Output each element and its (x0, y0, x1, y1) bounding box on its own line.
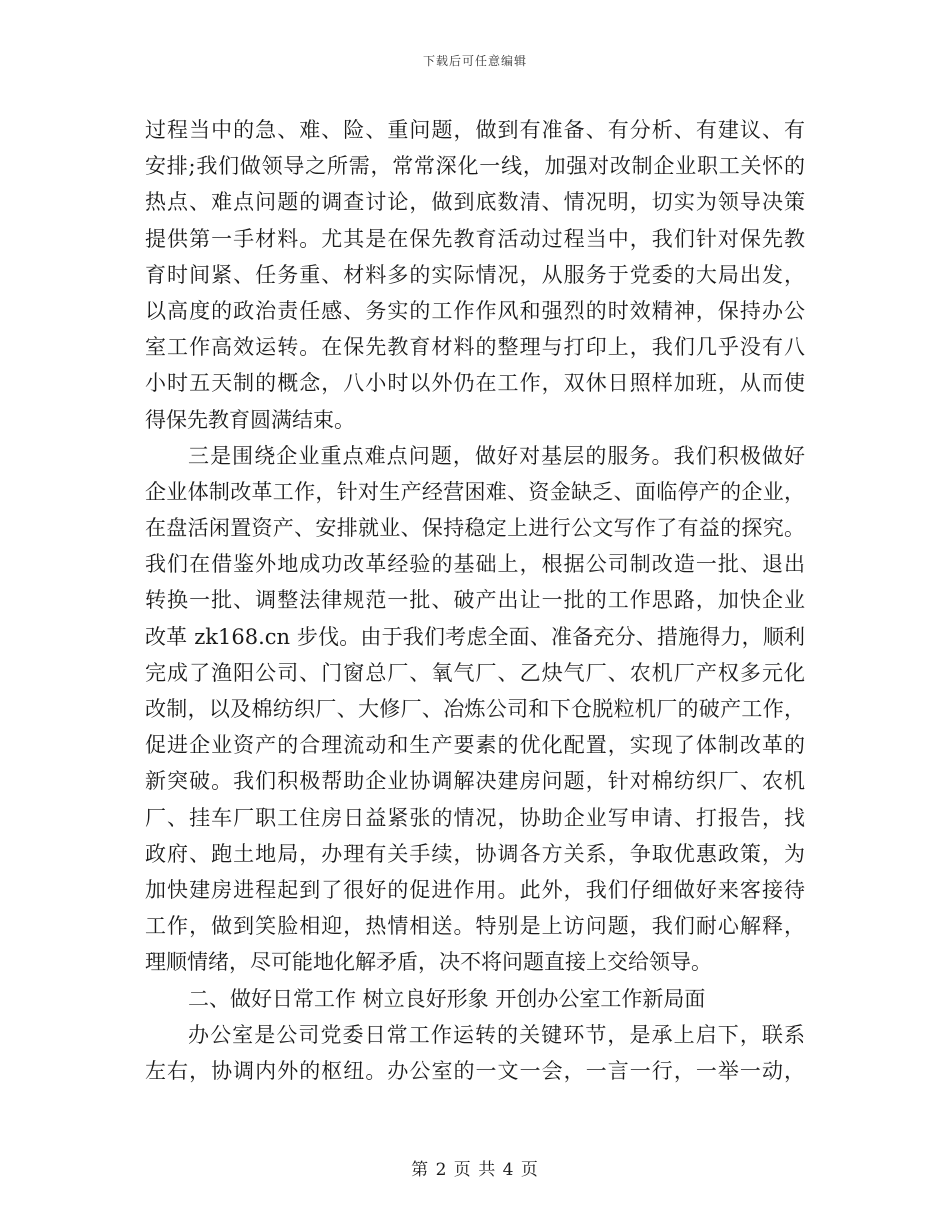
body-line: 过程当中的急、难、险、重问题，做到有准备、有分析、有建议、有 (145, 118, 805, 142)
body-line: 完成了渔阳公司、门窗总厂、氧气厂、乙炔气厂、农机厂产权多元化 (145, 660, 805, 685)
body-line: 新突破。我们积极帮助企业协调解决建房问题，针对棉纺织厂、农机 (145, 769, 805, 794)
body-line: 二、做好日常工作 树立良好形象 开创办公室工作新局面 (188, 986, 706, 1011)
body-line: 得保先教育圆满结束。 (145, 407, 355, 432)
page-footer: 第 2 页 共 4 页 (411, 1160, 539, 1180)
body-line: 促进企业资产的合理流动和生产要素的优化配置，实现了体制改革的 (145, 733, 805, 758)
body-line: 在盘活闲置资产、安排就业、保持稳定上进行公文写作了有益的探究。 (145, 516, 805, 541)
body-line: 工作，做到笑脸相迎，热情相送。特别是上访问题，我们耐心解释， (145, 914, 805, 939)
body-line: 育时间紧、任务重、材料多的实际情况，从服务于党委的大局出发， (145, 262, 805, 287)
body-line: 热点、难点问题的调查讨论，做到底数清、情况明，切实为领导决策 (145, 190, 805, 215)
body-line: 我们在借鉴外地成功改革经验的基础上，根据公司制改造一批、退出 (145, 552, 805, 577)
body-line: 企业体制改革工作，针对生产经营困难、资金缺乏、面临停产的企业， (145, 479, 805, 504)
body-line: 小时五天制的概念，八小时以外仍在工作，双休日照样加班，从而使 (145, 371, 805, 396)
body-line: 改革 zk168.cn 步伐。由于我们考虑全面、准备充分、措施得力，顺利 (145, 624, 805, 649)
body-line: 左右，协调内外的枢纽。办公室的一文一会，一言一行，一举一动， (145, 1058, 805, 1083)
body-line: 转换一批、调整法律规范一批、破产出让一批的工作思路，加快企业 (145, 588, 805, 613)
body-line: 提供第一手材料。尤其是在保先教育活动过程当中，我们针对保先教 (145, 226, 805, 251)
body-line: 改制，以及棉纺织厂、大修厂、冶炼公司和下仓脱粒机厂的破产工作， (145, 697, 805, 721)
body-line: 加快建房进程起到了很好的促进作用。此外，我们仔细做好来客接待 (145, 877, 805, 902)
body-line: 政府、跑土地局，办理有关手续，协调各方关系，争取优惠政策，为 (145, 841, 805, 866)
body-line: 厂、挂车厂职工住房日益紧张的情况，协助企业写申请、打报告，找 (145, 805, 805, 830)
body-line: 三是围绕企业重点难点问题，做好对基层的服务。我们积极做好 (188, 443, 805, 468)
body-line: 安排;我们做领导之所需，常常深化一线，加强对改制企业职工关怀的 (145, 154, 805, 179)
body-line: 理顺情绪，尽可能地化解矛盾，决不将问题直接上交给领导。 (145, 950, 712, 975)
body-line: 办公室是公司党委日常工作运转的关键环节，是承上启下，联系 (188, 1022, 805, 1047)
document-body (145, 112, 805, 1089)
body-line: 以高度的政治责任感、务实的工作作风和强烈的时效精神，保持办公 (145, 298, 805, 323)
page-header: 下载后可任意编辑 (422, 54, 527, 68)
body-line: 室工作高效运转。在保先教育材料的整理与打印上，我们几乎没有八 (145, 335, 805, 360)
